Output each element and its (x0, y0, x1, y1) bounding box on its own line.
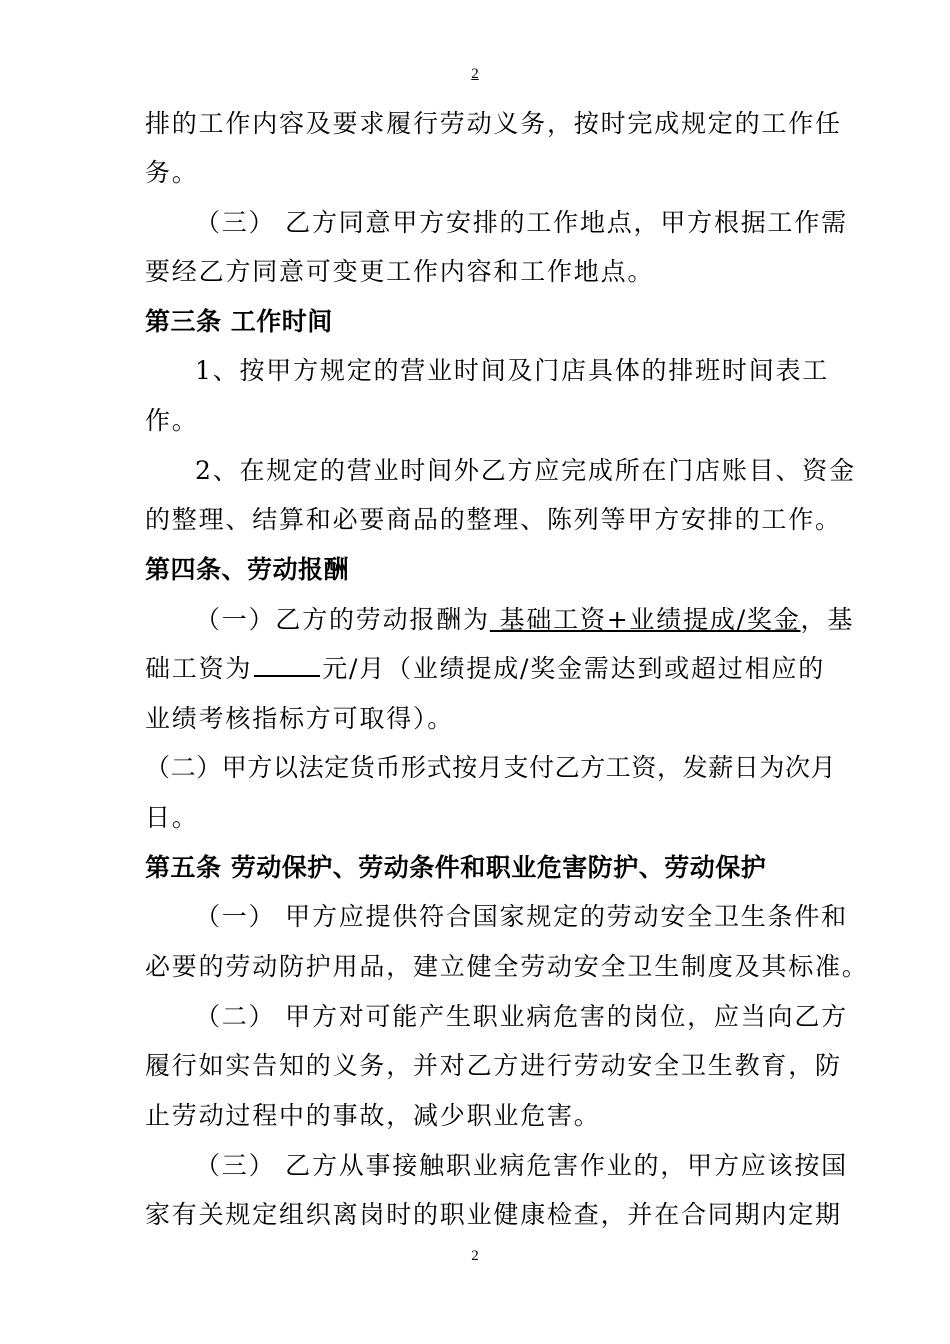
base-salary-unit: 元/月（业绩提成/奖金需达到或超过相应的 (322, 654, 826, 683)
text-line: 务。 (145, 158, 199, 187)
text-line (145, 653, 826, 685)
base-salary-blank (254, 653, 320, 677)
section-heading-3: 第三条 工作时间 (145, 307, 333, 336)
text-line: 的整理、结算和必要商品的整理、陈列等甲方安排的工作。 (145, 505, 842, 534)
text-line: （一） 甲方应提供符合国家规定的劳动安全卫生条件和 (195, 902, 848, 931)
text-line: （三） 乙方同意甲方安排的工作地点，甲方根据工作需 (195, 208, 848, 237)
text-line: 止劳动过程中的事故，减少职业危害。 (145, 1101, 601, 1130)
salary-label: （一）乙方的劳动报酬为 (195, 605, 490, 634)
text-line: 必要的劳动防护用品，建立健全劳动安全卫生制度及其标准。 (145, 952, 869, 981)
section-heading-4: 第四条、劳动报酬 (145, 555, 350, 584)
salary-structure: 基础工资+业绩提成/奖金 (489, 605, 801, 634)
text-line: 履行如实告知的义务，并对乙方进行劳动安全卫生教育，防 (145, 1051, 842, 1080)
text-line: （二）甲方以法定货币形式按月支付乙方工资，发薪日为次月 (145, 753, 837, 782)
text-line: 要经乙方同意可变更工作内容和工作地点。 (145, 257, 655, 286)
text-line: 家有关规定组织离岗时的职业健康检查，并在合同期内定期 (145, 1200, 842, 1229)
text-line (195, 604, 865, 636)
section-heading-5: 第五条 劳动保护、劳动条件和职业危害防护、劳动保护 (145, 853, 767, 882)
text-line: 1、按甲方规定的营业时间及门店具体的排班时间表工 (195, 356, 830, 385)
text-line: 2、在规定的营业时间外乙方应完成所在门店账目、资金 (195, 456, 856, 485)
text-line: （三） 乙方从事接触职业病危害作业的，甲方应该按国 (195, 1151, 848, 1180)
text-line: 业绩考核指标方可取得）。 (145, 704, 455, 733)
text-line: 作。 (145, 406, 199, 435)
page-number-bottom: 2 (471, 1248, 479, 1264)
text-line: 日。 (145, 803, 199, 832)
salary-label-cont: ，基 (800, 605, 855, 634)
page-number-top: 2 (471, 66, 479, 82)
text-line: 排的工作内容及要求履行劳动义务，按时完成规定的工作任 (145, 109, 842, 138)
base-salary-label: 础工资为 (145, 654, 253, 683)
text-line: （二） 甲方对可能产生职业病危害的岗位，应当向乙方 (195, 1002, 848, 1031)
